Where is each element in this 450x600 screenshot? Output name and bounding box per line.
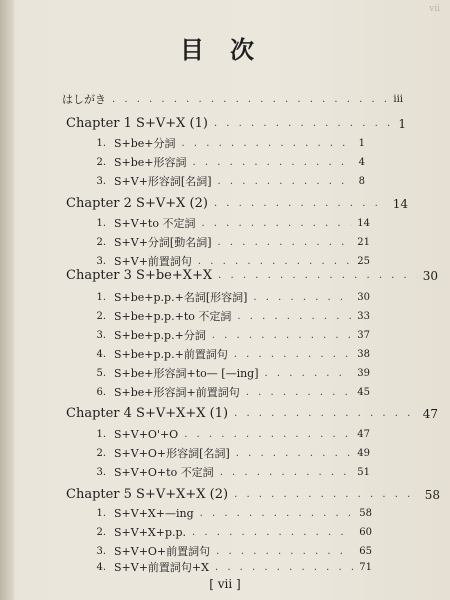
leader-dots — [246, 385, 352, 401]
section-label: S+V+前置詞句 — [114, 255, 192, 268]
leader-dots — [265, 366, 352, 382]
chapter-page: 47 — [422, 407, 438, 421]
leader-dots — [218, 174, 353, 190]
section-page: 71 — [359, 562, 372, 573]
leader-dots — [215, 560, 353, 576]
section-number: 3. — [96, 546, 106, 557]
toc-section-row — [80, 506, 372, 522]
section-page: 1 — [358, 138, 365, 149]
chapter-heading: Chapter 4 S+V+X+X (1) — [66, 406, 229, 421]
toc-section-row — [80, 544, 372, 560]
toc-section-row — [80, 385, 370, 401]
toc-section-row — [80, 235, 370, 251]
section-label: S+V+X+p.p. — [114, 526, 187, 539]
leader-dots — [214, 116, 392, 132]
toc-section-row — [80, 525, 372, 541]
section-number: 5. — [96, 368, 106, 379]
section-number: 2. — [96, 237, 106, 248]
leader-dots — [218, 268, 417, 284]
section-number: 3. — [96, 330, 106, 341]
section-label: S+V+形容詞[名詞] — [114, 175, 212, 188]
leader-dots — [218, 235, 352, 251]
leader-dots — [112, 92, 387, 108]
leader-dots — [214, 196, 387, 212]
section-label: S+be+形容詞+前置詞句 — [114, 386, 240, 399]
leader-dots — [237, 309, 351, 325]
toc-chapter-row — [66, 196, 408, 212]
toc-section-row — [80, 560, 372, 576]
section-number: 2. — [96, 527, 106, 538]
leader-dots — [193, 155, 353, 171]
section-page: 60 — [359, 527, 372, 538]
leader-dots — [212, 328, 351, 344]
section-label: S+V+O+形容詞[名詞] — [114, 447, 230, 460]
toc-section-row — [80, 465, 370, 481]
section-page: 4 — [358, 157, 365, 168]
section-number: 4. — [96, 562, 106, 573]
section-number: 1. — [96, 138, 106, 149]
toc-section-row — [80, 366, 370, 382]
toc-section-row — [80, 309, 370, 325]
chapter-heading: Chapter 2 S+V+X (2) — [66, 196, 208, 211]
toc-chapter-row — [66, 487, 440, 503]
section-page: 49 — [357, 448, 370, 459]
toc-chapter-row — [66, 406, 438, 422]
section-page: 47 — [357, 429, 370, 440]
toc-section-row — [80, 328, 370, 344]
section-page: 65 — [359, 546, 372, 557]
toc-section-row — [80, 155, 365, 171]
section-number: 1. — [96, 508, 106, 519]
section-label: S+be+p.p.+前置詞句 — [114, 348, 228, 361]
leader-dots — [192, 525, 353, 541]
section-label: S+V+O+前置詞句 — [114, 545, 211, 558]
section-label: S+V+to 不定詞 — [114, 217, 196, 230]
section-number: 2. — [96, 448, 106, 459]
section-page: 33 — [357, 311, 370, 322]
section-number: 2. — [96, 157, 106, 168]
chapter-heading: Chapter 5 S+V+X+X (2) — [66, 487, 229, 502]
section-label: S+be+形容詞 — [114, 156, 187, 169]
section-number: 1. — [96, 429, 106, 440]
section-label: S+V+分詞[動名詞] — [114, 236, 212, 249]
section-page: 14 — [357, 218, 370, 229]
toc-section-row — [80, 174, 365, 190]
leader-dots — [201, 216, 351, 232]
chapter-page: 14 — [392, 197, 408, 211]
leader-dots — [234, 487, 419, 503]
section-page: 21 — [357, 237, 370, 248]
section-number: 2. — [96, 311, 106, 322]
chapter-heading: Chapter 1 S+V+X (1) — [66, 116, 208, 131]
chapter-page: 30 — [422, 269, 438, 283]
leader-dots — [184, 427, 351, 443]
section-page: 25 — [357, 256, 370, 267]
section-page: 51 — [357, 467, 370, 478]
toc-section-row — [80, 216, 370, 232]
toc-section-row — [80, 290, 370, 306]
page-number-footer: [ vii ] — [209, 577, 241, 591]
section-page: 30 — [357, 292, 370, 303]
section-label: S+be+p.p.+名詞[形容詞] — [114, 291, 248, 304]
section-page: 37 — [357, 330, 370, 341]
page-header-folio: vii — [429, 4, 440, 14]
toc-section-row — [80, 347, 370, 363]
leader-dots — [234, 347, 351, 363]
section-page: 39 — [357, 368, 370, 379]
toc-section-row — [80, 427, 370, 443]
section-label: S+be+p.p.+分詞 — [114, 329, 206, 342]
chapter-page: 58 — [424, 488, 440, 502]
toc-preface-label: はしがき — [62, 93, 106, 106]
leader-dots — [220, 465, 352, 481]
toc-section-row — [80, 446, 370, 462]
page-title: 目次 — [180, 35, 280, 64]
section-number: 1. — [96, 218, 106, 229]
section-number: 3. — [96, 176, 106, 187]
section-number: 3. — [96, 256, 106, 267]
toc-preface-page: iii — [393, 94, 403, 105]
leader-dots — [200, 506, 354, 522]
toc-chapter-row — [66, 116, 406, 132]
chapter-heading: Chapter 3 S+be+X+X — [66, 268, 213, 283]
section-number: 4. — [96, 349, 106, 360]
section-page: 45 — [357, 387, 370, 398]
section-label: S+V+O+to 不定詞 — [114, 466, 214, 479]
section-label: S+be+分詞 — [114, 137, 176, 150]
leader-dots — [182, 136, 353, 152]
leader-dots — [234, 406, 417, 422]
section-label: S+V+前置詞句+X — [114, 561, 209, 574]
section-page: 38 — [357, 349, 370, 360]
section-number: 6. — [96, 387, 106, 398]
section-label: S+be+形容詞+to— [—ing] — [114, 367, 259, 380]
section-page: 8 — [358, 176, 365, 187]
section-label: S+be+p.p.+to 不定詞 — [114, 310, 232, 323]
toc-preface-row — [62, 92, 403, 108]
leader-dots — [216, 544, 353, 560]
section-label: S+V+O'+O — [114, 428, 179, 441]
section-number: 3. — [96, 467, 106, 478]
section-page: 58 — [359, 508, 372, 519]
leader-dots — [236, 446, 352, 462]
section-number: 1. — [96, 292, 106, 303]
leader-dots — [253, 290, 351, 306]
toc-chapter-row — [66, 268, 438, 284]
page-binding-shadow — [0, 0, 14, 600]
toc-section-row — [80, 136, 365, 152]
chapter-page: 1 — [398, 117, 406, 131]
section-label: S+V+X+—ing — [114, 507, 194, 520]
